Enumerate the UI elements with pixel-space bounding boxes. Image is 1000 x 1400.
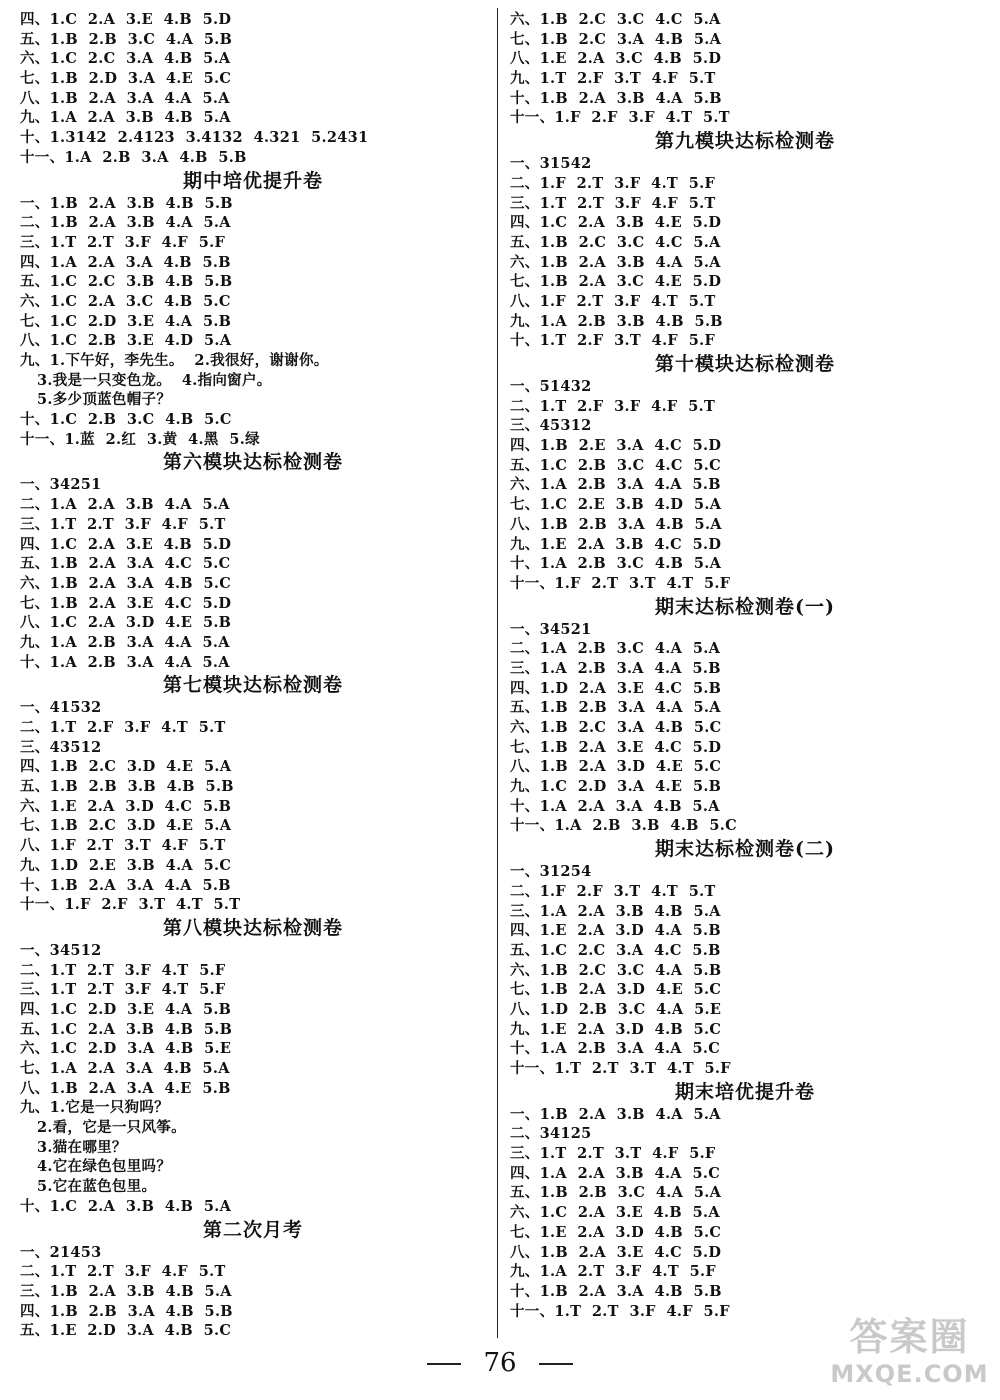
answer-line: 三、1.T 2.T 3.F 4.F 5.F — [20, 233, 226, 251]
answer-line: 3.我是一只变色龙。 4.指向窗户。 — [37, 371, 272, 389]
answer-line: 十一、1.F 2.T 3.T 4.T 5.F — [510, 574, 731, 592]
answer-line: 三、1.T 2.T 3.F 4.T 5.F — [20, 981, 226, 999]
answer-line: 五、1.B 2.B 3.B 4.B 5.B — [20, 778, 234, 796]
answer-line: 二、1.T 2.F 3.F 4.T 5.T — [20, 719, 226, 736]
answer-line: 四、1.C 2.D 3.E 4.A 5.B — [20, 1000, 232, 1018]
answer-line: 五、1.C 2.C 3.B 4.B 5.B — [20, 273, 233, 291]
answer-line: 三、1.B 2.A 3.B 4.B 5.A — [20, 1282, 232, 1300]
answer-line: 六、1.A 2.B 3.A 4.A 5.B — [510, 476, 721, 494]
section-heading: 第七模块达标检测卷 — [162, 674, 343, 697]
answer-line: 一、34521 — [510, 620, 592, 638]
answer-line: 七、1.E 2.A 3.D 4.B 5.C — [510, 1223, 722, 1241]
answer-line: 十、1.B 2.A 3.A 4.A 5.B — [20, 876, 231, 894]
answer-line: 二、1.A 2.A 3.B 4.A 5.A — [20, 496, 230, 514]
answer-line: 十、1.3142 2.4123 3.4132 4.321 5.2431 — [20, 129, 369, 147]
watermark-logo — [827, 1314, 992, 1392]
answer-line: 四、1.C 2.A 3.E 4.B 5.D — [20, 535, 232, 553]
answer-line: 十一、1.T 2.T 3.F 4.F 5.F — [510, 1302, 730, 1320]
answer-line: 七、1.C 2.D 3.E 4.A 5.B — [20, 312, 232, 330]
answer-line: 八、1.E 2.A 3.C 4.B 5.D — [510, 50, 722, 68]
answer-line: 一、21453 — [20, 1243, 102, 1261]
answer-line: 二、34125 — [510, 1125, 592, 1143]
answer-line: 八、1.B 2.A 3.A 4.E 5.B — [20, 1079, 231, 1097]
answer-line: 六、1.C 2.A 3.C 4.B 5.C — [20, 292, 231, 310]
answer-line: 一、31254 — [510, 863, 592, 881]
answer-line: 三、1.T 2.T 3.F 4.F 5.T — [510, 194, 716, 212]
answer-line: 八、1.C 2.B 3.E 4.D 5.A — [20, 332, 232, 350]
answer-line: 八、1.B 2.A 3.E 4.C 5.D — [510, 1243, 722, 1261]
answer-line: 4.它在绿色包里吗？ — [37, 1158, 172, 1176]
answer-line: 六、1.B 2.A 3.A 4.B 5.C — [20, 574, 232, 592]
answer-line: 十、1.T 2.F 3.T 4.F 5.F — [510, 332, 716, 350]
answer-line: 五、1.B 2.B 3.C 4.A 5.B — [20, 30, 233, 48]
answer-line: 六、1.C 2.A 3.E 4.B 5.A — [510, 1204, 720, 1222]
answer-line: 五、1.B 2.B 3.A 4.A 5.A — [510, 699, 721, 717]
answer-line: 5.多少顶蓝色帽子？ — [37, 391, 172, 409]
answer-line: 十一、1.F 2.F 3.T 4.T 5.T — [20, 896, 241, 914]
answer-line: 七、1.A 2.A 3.A 4.B 5.A — [20, 1060, 230, 1077]
section-heading: 期末达标检测卷(二) — [655, 838, 835, 861]
answer-line: 九、1.T 2.F 3.T 4.F 5.T — [510, 70, 716, 88]
section-heading: 第八模块达标检测卷 — [162, 916, 343, 939]
answer-line: 二、1.F 2.T 3.F 4.T 5.F — [510, 174, 716, 192]
answer-line: 一、34251 — [20, 476, 102, 494]
section-heading: 第九模块达标检测卷 — [654, 130, 835, 153]
answer-line: 2.看，它是一只风筝。 — [37, 1119, 186, 1137]
answer-line: 十、1.C 2.A 3.B 4.B 5.A — [20, 1197, 232, 1215]
answer-line: 八、1.C 2.A 3.D 4.E 5.B — [20, 614, 232, 632]
answer-line: 六、1.B 2.A 3.B 4.A 5.A — [510, 253, 721, 271]
answer-line: 九、1.D 2.E 3.B 4.A 5.C — [20, 856, 232, 874]
answer-line: 六、1.B 2.C 3.C 4.C 5.A — [510, 11, 721, 28]
answer-line: 一、1.B 2.A 3.B 4.A 5.A — [510, 1105, 721, 1123]
answer-line: 四、1.B 2.B 3.A 4.B 5.B — [20, 1302, 233, 1320]
answer-line: 十一、1.蓝 2.红 3.黄 4.黑 5.绿 — [20, 430, 260, 448]
footer-dash-right — [539, 1363, 573, 1365]
answer-line: 十、1.C 2.B 3.C 4.B 5.C — [20, 411, 232, 429]
answer-line: 十、1.A 2.A 3.A 4.B 5.A — [510, 797, 720, 815]
right-answer-column — [510, 10, 980, 1321]
answer-line: 四、1.E 2.A 3.D 4.A 5.B — [510, 922, 721, 940]
column-divider — [497, 8, 498, 1338]
answer-line: 七、1.B 2.A 3.E 4.C 5.D — [510, 738, 722, 756]
answer-line: 六、1.C 2.C 3.A 4.B 5.A — [20, 50, 231, 68]
answer-line: 九、1.A 2.B 3.A 4.A 5.A — [20, 633, 230, 651]
answer-line: 十、1.A 2.B 3.A 4.A 5.A — [20, 653, 230, 671]
answer-line: 十、1.A 2.B 3.A 4.A 5.C — [510, 1040, 721, 1058]
answer-line: 七、1.B 2.D 3.A 4.E 5.C — [20, 70, 232, 88]
answer-line: 三、45312 — [510, 417, 592, 435]
answer-line: 五、1.C 2.B 3.C 4.C 5.C — [510, 456, 721, 474]
answer-line: 九、1.E 2.A 3.D 4.B 5.C — [510, 1020, 722, 1038]
footer-dash-left — [427, 1363, 461, 1365]
answer-line: 七、1.B 2.C 3.A 4.B 5.A — [510, 30, 722, 48]
section-heading: 期末培优提升卷 — [674, 1080, 815, 1103]
answer-line: 九、1.A 2.A 3.B 4.B 5.A — [20, 109, 231, 127]
answer-line: 五、1.B 2.A 3.A 4.C 5.C — [20, 555, 231, 573]
answer-line: 九、1.A 2.B 3.B 4.B 5.B — [510, 312, 723, 330]
answer-line: 四、1.B 2.E 3.A 4.C 5.D — [510, 437, 722, 455]
answer-line: 六、1.B 2.C 3.C 4.A 5.B — [510, 961, 722, 979]
answer-line: 十、1.B 2.A 3.B 4.A 5.B — [510, 89, 722, 107]
answer-line: 四、1.D 2.A 3.E 4.C 5.B — [510, 679, 722, 697]
answer-line: 九、1.A 2.T 3.F 4.T 5.F — [510, 1263, 716, 1281]
answer-line: 八、1.F 2.T 3.T 4.F 5.T — [20, 837, 226, 855]
answer-line: 四、1.C 2.A 3.E 4.B 5.D — [20, 11, 232, 28]
answer-line: 二、1.A 2.B 3.C 4.A 5.A — [510, 640, 721, 658]
answer-line: 四、1.A 2.A 3.B 4.A 5.C — [510, 1164, 721, 1182]
section-heading: 期末达标检测卷(一) — [655, 595, 835, 618]
answer-line: 五、1.C 2.C 3.A 4.C 5.B — [510, 941, 721, 959]
answer-line: 十、1.A 2.B 3.C 4.B 5.A — [510, 555, 722, 573]
page-number: 76 — [483, 1348, 517, 1378]
answer-line: 5.它在蓝色包里。 — [37, 1178, 157, 1196]
answer-line: 四、1.B 2.C 3.D 4.E 5.A — [20, 758, 232, 776]
answer-line: 二、1.T 2.T 3.F 4.T 5.F — [20, 961, 226, 979]
answer-line: 六、1.C 2.D 3.A 4.B 5.E — [20, 1040, 232, 1058]
section-heading: 期中培优提升卷 — [182, 169, 323, 192]
answer-line: 五、1.B 2.B 3.C 4.A 5.A — [510, 1184, 722, 1202]
answer-line: 四、1.A 2.A 3.A 4.B 5.B — [20, 253, 231, 271]
answer-line: 一、51432 — [510, 378, 592, 395]
answer-line: 十一、1.A 2.B 3.B 4.B 5.C — [510, 817, 737, 835]
answer-line: 七、1.B 2.A 3.D 4.E 5.C — [510, 981, 722, 999]
answer-line: 十一、1.A 2.B 3.A 4.B 5.B — [20, 148, 247, 166]
section-heading: 第六模块达标检测卷 — [162, 451, 343, 474]
answer-line: 七、1.B 2.A 3.C 4.E 5.D — [510, 273, 722, 291]
watermark-bottom-text: MXQE.COM — [830, 1360, 989, 1388]
answer-line: 十一、1.T 2.T 3.T 4.T 5.F — [510, 1060, 731, 1077]
answer-line: 3.猫在哪里？ — [37, 1138, 127, 1156]
answer-line: 九、1.下午好，李先生。 2.我很好，谢谢你。 — [20, 352, 329, 369]
answer-line: 九、1.C 2.D 3.A 4.E 5.B — [510, 778, 722, 796]
answer-line: 一、41532 — [20, 699, 102, 717]
answer-line: 一、31542 — [510, 155, 592, 173]
answer-line: 三、1.T 2.T 3.T 4.F 5.F — [510, 1145, 716, 1163]
answer-line: 一、1.B 2.A 3.B 4.B 5.B — [20, 194, 233, 212]
answer-line: 三、43512 — [20, 738, 102, 756]
answer-line: 八、1.B 2.A 3.D 4.E 5.C — [510, 758, 722, 776]
answer-line: 十一、1.F 2.F 3.F 4.T 5.T — [510, 109, 730, 127]
answer-line: 十、1.B 2.A 3.A 4.B 5.B — [510, 1282, 722, 1300]
answer-line: 八、1.B 2.A 3.A 4.A 5.A — [20, 89, 230, 107]
answer-line: 五、1.E 2.D 3.A 4.B 5.C — [20, 1322, 232, 1340]
left-answer-column — [20, 10, 486, 1341]
answer-line: 二、1.F 2.F 3.T 4.T 5.T — [510, 882, 716, 900]
watermark-top-text: 答案圈 — [849, 1315, 970, 1359]
answer-line: 八、1.B 2.B 3.A 4.B 5.A — [510, 515, 722, 533]
answer-line: 三、1.A 2.A 3.B 4.B 5.A — [510, 902, 721, 920]
answer-line: 三、1.A 2.B 3.A 4.A 5.B — [510, 659, 721, 677]
answer-line: 八、1.F 2.T 3.F 4.T 5.T — [510, 292, 716, 310]
answer-line: 六、1.E 2.A 3.D 4.C 5.B — [20, 797, 232, 815]
answer-line: 二、1.T 2.F 3.F 4.F 5.T — [510, 397, 716, 415]
section-heading: 第十模块达标检测卷 — [654, 353, 835, 375]
answer-line: 七、1.C 2.E 3.B 4.D 5.A — [510, 496, 722, 514]
answer-line: 二、1.T 2.T 3.F 4.F 5.T — [20, 1263, 226, 1281]
answer-line: 九、1.E 2.A 3.B 4.C 5.D — [510, 535, 722, 553]
answer-line: 七、1.B 2.C 3.D 4.E 5.A — [20, 817, 232, 835]
answer-line: 六、1.B 2.C 3.A 4.B 5.C — [510, 719, 722, 736]
answer-line: 一、34512 — [20, 941, 102, 959]
answer-line: 九、1.它是一只狗吗？ — [20, 1099, 169, 1117]
answer-line: 四、1.C 2.A 3.B 4.E 5.D — [510, 214, 722, 232]
answer-line: 五、1.C 2.A 3.B 4.B 5.B — [20, 1020, 233, 1038]
answer-line: 三、1.T 2.T 3.F 4.F 5.T — [20, 515, 226, 533]
answer-line: 七、1.B 2.A 3.E 4.C 5.D — [20, 594, 232, 612]
answer-line: 五、1.B 2.C 3.C 4.C 5.A — [510, 233, 721, 251]
answer-line: 二、1.B 2.A 3.B 4.A 5.A — [20, 214, 231, 232]
answer-line: 八、1.D 2.B 3.C 4.A 5.E — [510, 1000, 722, 1018]
section-heading: 第二次月考 — [202, 1218, 303, 1241]
